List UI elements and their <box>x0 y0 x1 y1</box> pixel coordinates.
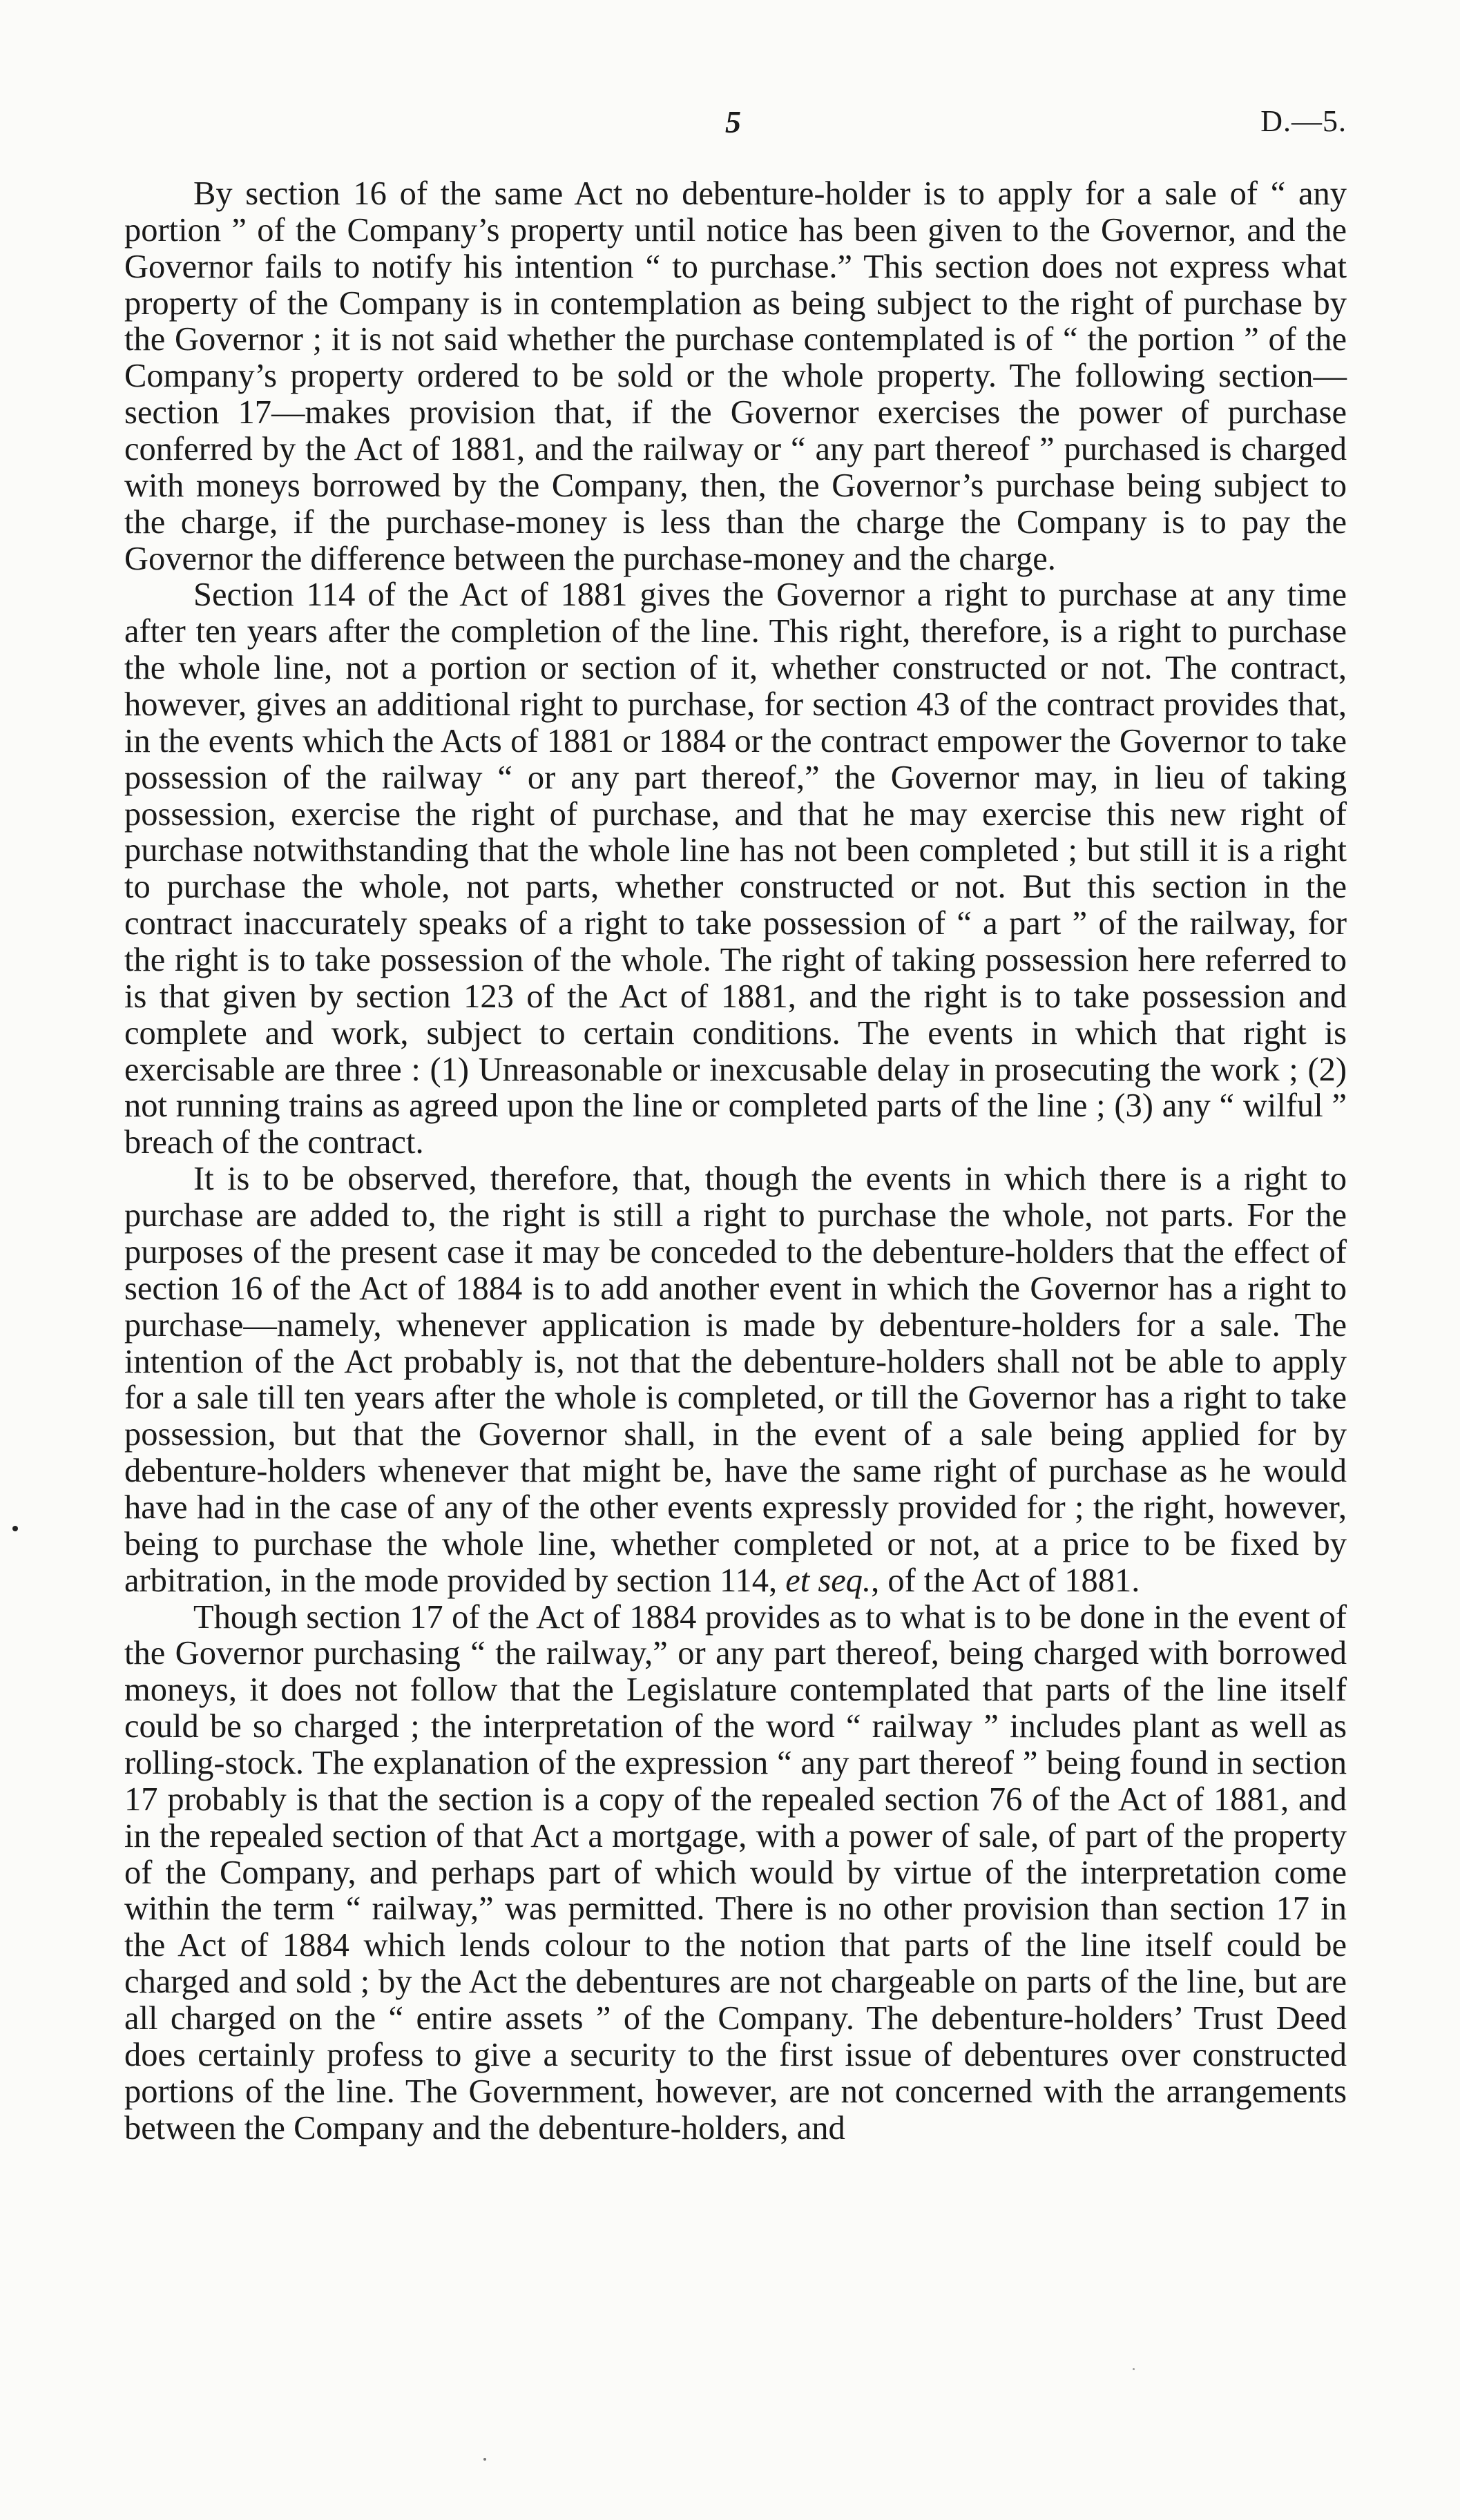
scan-speck <box>483 2458 486 2461</box>
scan-speck <box>1133 2368 1135 2370</box>
scan-speck <box>12 1526 18 1531</box>
paragraph-3 <box>124 1161 1347 1599</box>
paragraph-3-italic: et seq. <box>785 1562 872 1599</box>
paragraph-3-tail: , of the Act of 1881. <box>871 1562 1140 1599</box>
page-header <box>124 104 1347 152</box>
page-number: 5 <box>725 104 741 139</box>
paragraph-1: By section 16 of the same Act no debenture-holder is to apply for a sale of “ any portion ” of the Company’s property until notice has been given to the Governor, and the Governor fails to notify his intention “ to purchase.” This section does not express what property of the Company is in contemplation as being subject to the right of purchase by the Governor ; it is not said whether the purchase contemplated is of “ the portion ” of the Company’s property ordered to be sold or the whole property. The following section—section 17—makes provision that, if the Governor exercises the power of purchase conferred by the Act of 1881, and the railway or “ any part thereof ” purchased is charged with moneys borrowed by the Company, then, the Governor’s purchase being subject to the charge, if the purchase-money is less than the charge the Company is to pay the Governor the difference between the purchase-money and the charge. <box>124 175 1347 577</box>
paragraph-2: Section 114 of the Act of 1881 gives the Governor a right to purchase at any time after ten years after the completion of the line. This right, therefore, is a right to purchase the whole line, not a portion or section of it, whether constructed or not. The contract, however, gives an additional right to purchase, for section 43 of the contract provides that, in the events which the Acts of 1881 or 1884 or the contract empower the Governor to take possession of the railway “ or any part thereof,” the Governor may, in lieu of taking possession, exercise the right of purchase, and that he may exercise this new right of purchase notwithstanding that the whole line has not been completed ; but still it is a right to purchase the whole, not parts, whether constructed or not. But this section in the contract inaccurately speaks of a right to take possession of “ a part ” of the railway, for the right is to take possession of the whole. The right of taking possession here referred to is that given by section 123 of the Act of 1881, and the right is to take possession and complete and work, subject to certain conditions. The events in which that right is exercisable are three : (1) Unreasonable or inexcusable delay in prosecuting the work ; (2) not running trains as agreed upon the line or completed parts of the line ; (3) any “ wilful ” breach of the contract. <box>124 576 1347 1161</box>
paragraph-4: Though section 17 of the Act of 1884 provides as to what is to be done in the event of the Governor purchasing “ the railway,” or any part thereof, being charged with borrowed moneys, it does not follow that the Legislature contemplated that parts of the line itself could be so charged ; the interpretation of the word “ railway ” includes plant as well as rolling-stock. The explanation of the expression “ any part thereof ” being found in section 17 probably is that the section is a copy of the repealed section 76 of the Act of 1881, and in the repealed section of that Act a mortgage, with a power of sale, of part of the property of the Company, and perhaps part of which would by virtue of the interpretation come within the term “ railway,” was permitted. There is no other provision than section 17 in the Act of 1884 which lends colour to the notion that parts of the line itself could be charged and sold ; by the Act the debentures are not chargeable on parts of the line, but are all charged on the “ entire assets ” of the Company. The debenture-holders’ Trust Deed does certainly profess to give a security to the first issue of debentures over constructed portions of the line. The Government, however, are not concerned with the arrangements between the Company and the debenture-holders, and <box>124 1598 1347 2146</box>
paragraph-3-text: It is to be observed, therefore, that, though the events in which there is a right to purchase are added to, the right is still a right to purchase the whole, not parts. For the purposes of the present case it may be conceded to the debenture-holders that the effect of section 16 of the Act of 1884 is to add another event in which the Governor has a right to purchase—namely, whenever application is made by debenture-holders for a sale. The intention of the Act probably is, not that the debenture-holders shall not be able to apply for a sale till ten years after the whole is completed, or till the Governor has a right to take possession, but that the Governor shall, in the event of a sale being applied for by debenture-holders whenever that might be, have the same right of purchase as he would have had in the case of any of the other events expressly provided for ; the right, however, being to purchase the whole line, whether completed or not, at a price to be fixed by arbitration, in the mode provided by section 114, <box>124 1161 1347 1599</box>
body-text <box>124 176 1347 2146</box>
document-reference: D.—5. <box>1260 104 1347 138</box>
